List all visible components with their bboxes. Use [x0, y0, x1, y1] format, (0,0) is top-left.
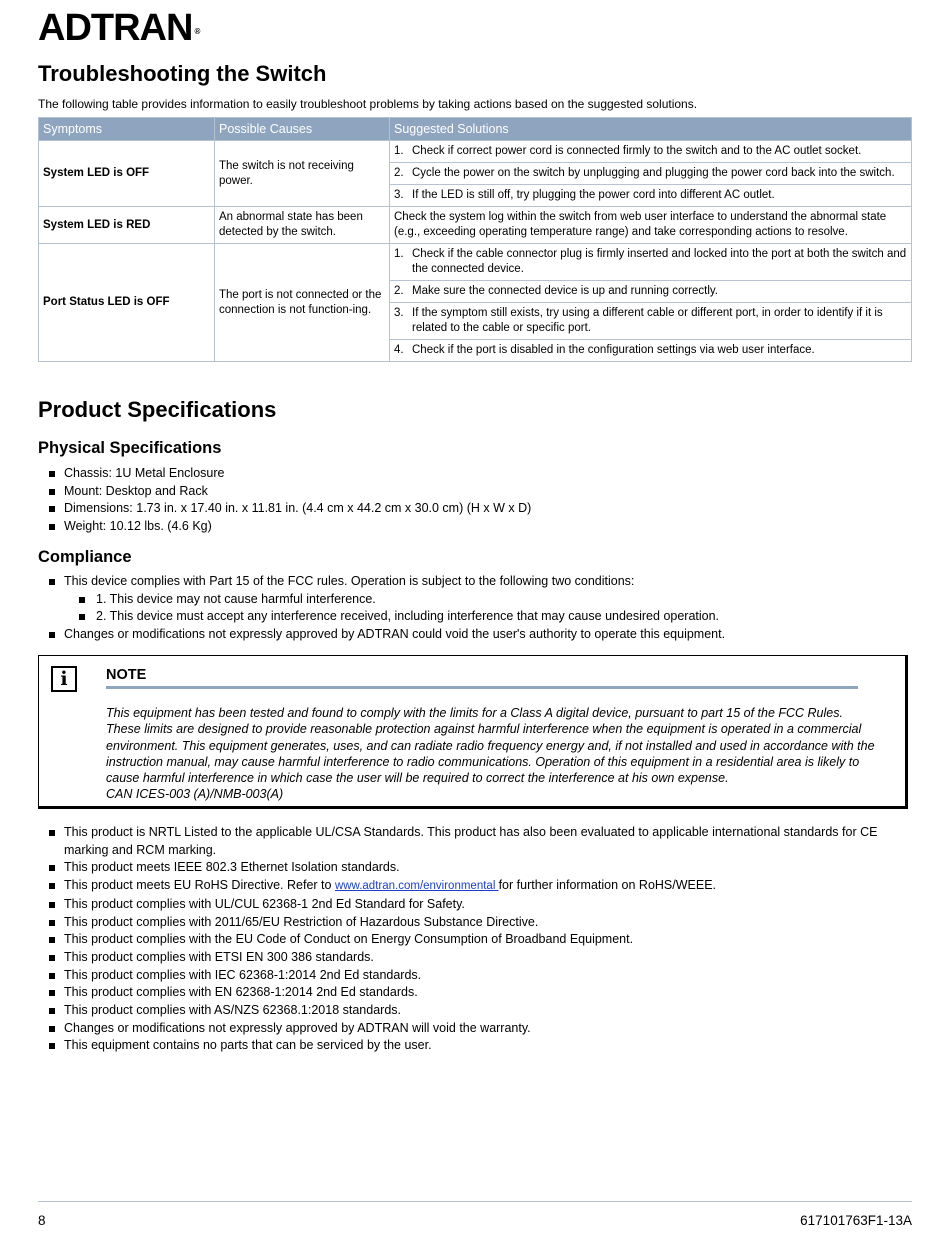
header-solutions: Suggested Solutions — [390, 118, 912, 141]
note-box — [38, 655, 908, 809]
step-number: 1. — [394, 248, 404, 260]
list-item-text: for further information on RoHS/WEEE. — [498, 878, 717, 893]
solution-cell — [390, 163, 912, 185]
solution-cell — [390, 185, 912, 207]
cause-cell: An abnormal state has been detected by the switch. — [215, 207, 390, 244]
note-line: This equipment has been tested and found to comply with the limits for a Class A digital device, pursuant to part 15 of the FCC Rules. — [106, 706, 843, 720]
info-icon: i — [51, 666, 77, 692]
list-item: This product complies with 2011/65/EU Restriction of Hazardous Substance Directive. — [46, 914, 912, 932]
cause-cell: The switch is not receiving power. — [215, 141, 390, 207]
list-item: This product complies with the EU Code of Conduct on Energy Consumption of Broadband Equipment. — [46, 931, 912, 949]
product-specifications-title: Product Specifications — [38, 397, 277, 422]
registered-mark: ® — [194, 27, 200, 36]
step-text: If the LED is still off, try plugging the power cord into different AC outlet. — [412, 189, 775, 201]
symptom-cell: Port Status LED is OFF — [39, 244, 215, 362]
table-row — [39, 141, 912, 163]
physical-specs-list — [46, 465, 531, 536]
symptom-cell: System LED is OFF — [39, 141, 215, 207]
compliance-list — [46, 573, 725, 644]
list-item: Weight: 10.12 lbs. (4.6 Kg) — [46, 518, 531, 536]
note-divider — [106, 686, 858, 689]
header-causes: Possible Causes — [215, 118, 390, 141]
note-title: NOTE — [106, 667, 147, 683]
troubleshooting-intro: The following table provides information to easily troubleshoot problems by taking actions based on the suggested solutions. — [38, 97, 698, 111]
solution-cell — [390, 244, 912, 281]
list-item — [46, 573, 725, 626]
step-number: 3. — [394, 189, 404, 201]
page-number: 8 — [38, 1213, 46, 1228]
solution-cell — [390, 340, 912, 362]
step-number: 4. — [394, 344, 404, 356]
list-item: This product complies with ETSI EN 300 386 standards. — [46, 949, 912, 967]
list-item: This product meets IEEE 802.3 Ethernet Isolation standards. — [46, 859, 912, 877]
list-item: This product complies with AS/NZS 62368.1:2018 standards. — [46, 1002, 912, 1020]
note-line: These limits are designed to provide reasonable protection against harmful interference when the equipment is operated in a commercial — [106, 722, 862, 737]
step-text: Make sure the connected device is up and running correctly. — [412, 285, 718, 297]
cause-cell: The port is not connected or the connection is not function-ing. — [215, 244, 390, 362]
troubleshooting-title: Troubleshooting the Switch — [38, 61, 327, 86]
step-text: Check if the cable connector plug is firmly inserted and locked into the port at both the switch and the connected device. — [412, 248, 907, 275]
list-item: Dimensions: 1.73 in. x 17.40 in. x 11.81 in. (4.4 cm x 44.2 cm x 30.0 cm) (H x W x D) — [46, 500, 531, 518]
list-item — [46, 877, 912, 896]
list-item: Mount: Desktop and Rack — [46, 483, 531, 501]
step-text: Check if correct power cord is connected firmly to the switch and to the AC outlet socket. — [412, 145, 862, 157]
environmental-link[interactable]: www.adtran.com/environmental — [334, 880, 499, 893]
list-item: This product is NRTL Listed to the applicable UL/CSA Standards. This product has also been evaluated to applicable international standards for CE marking and RCM marking. — [46, 824, 912, 859]
list-item-text: This product meets EU RoHS Directive. Refer to — [64, 878, 335, 893]
note-line: environment. This equipment generates, uses, and can radiate radio frequency energy and, if not installed and used in accordance with the — [106, 738, 875, 753]
list-item: This product complies with IEC 62368-1:2014 2nd Ed standards. — [46, 967, 912, 985]
adtran-logo — [38, 7, 200, 49]
step-text: If the symptom still exists, try using a different cable or different port, in order to identify if it is related to the cable or specific port. — [412, 307, 883, 334]
list-item: Changes or modifications not expressly approved by ADTRAN will void the warranty. — [46, 1020, 912, 1038]
list-item: Chassis: 1U Metal Enclosure — [46, 465, 531, 483]
list-item: 1. This device may not cause harmful interference. — [64, 591, 725, 609]
step-text: Cycle the power on the switch by unplugging and plugging the power cord back into the switch. — [412, 167, 895, 179]
list-item: This equipment contains no parts that can be serviced by the user. — [46, 1037, 912, 1055]
step-number: 2. — [394, 285, 404, 297]
note-line: CAN ICES-003 (A)/NMB-003(A) — [106, 787, 284, 802]
step-number: 1. — [394, 145, 404, 157]
compliance-sublist — [64, 591, 725, 626]
note-body — [106, 705, 900, 803]
solution-cell — [390, 303, 912, 340]
note-line: cause harmful interference in which case the user will be required to correct the interference at his own expense. — [106, 771, 729, 786]
certifications-list — [46, 824, 912, 1055]
list-item-text: This device complies with Part 15 of the FCC rules. Operation is subject to the following two conditions: — [64, 574, 635, 588]
solution-cell — [390, 281, 912, 303]
table-row — [39, 244, 912, 281]
table-header-row — [39, 118, 912, 141]
table-row — [39, 207, 912, 244]
step-text: Check if the port is disabled in the configuration settings via web user interface. — [412, 344, 815, 356]
footer-divider — [38, 1201, 912, 1202]
physical-specifications-title: Physical Specifications — [38, 439, 222, 457]
list-item: 2. This device must accept any interference received, including interference that may cause undesired operation. — [64, 608, 725, 626]
list-item: This product complies with EN 62368-1:2014 2nd Ed standards. — [46, 984, 912, 1002]
step-number: 3. — [394, 307, 404, 319]
step-number: 2. — [394, 167, 404, 179]
list-item: This product complies with UL/CUL 62368-1 2nd Ed Standard for Safety. — [46, 896, 912, 914]
symptom-cell: System LED is RED — [39, 207, 215, 244]
logo-text: ADTRAN — [38, 7, 193, 49]
list-item: Changes or modifications not expressly approved by ADTRAN could void the user's authority to operate this equipment. — [46, 626, 725, 644]
note-line: instruction manual, may cause harmful interference to radio communications. Operation of this equipment in a residential area is likely to — [106, 754, 860, 769]
troubleshooting-table — [38, 117, 912, 362]
solution-cell: Check the system log within the switch from web user interface to understand the abnormal state (e.g., exceeding operating temperature range) and take corresponding actions to resolve. — [390, 207, 912, 244]
header-symptoms: Symptoms — [39, 118, 215, 141]
compliance-title: Compliance — [38, 548, 132, 566]
solution-cell — [390, 141, 912, 163]
document-number: 617101763F1-13A — [800, 1213, 912, 1228]
